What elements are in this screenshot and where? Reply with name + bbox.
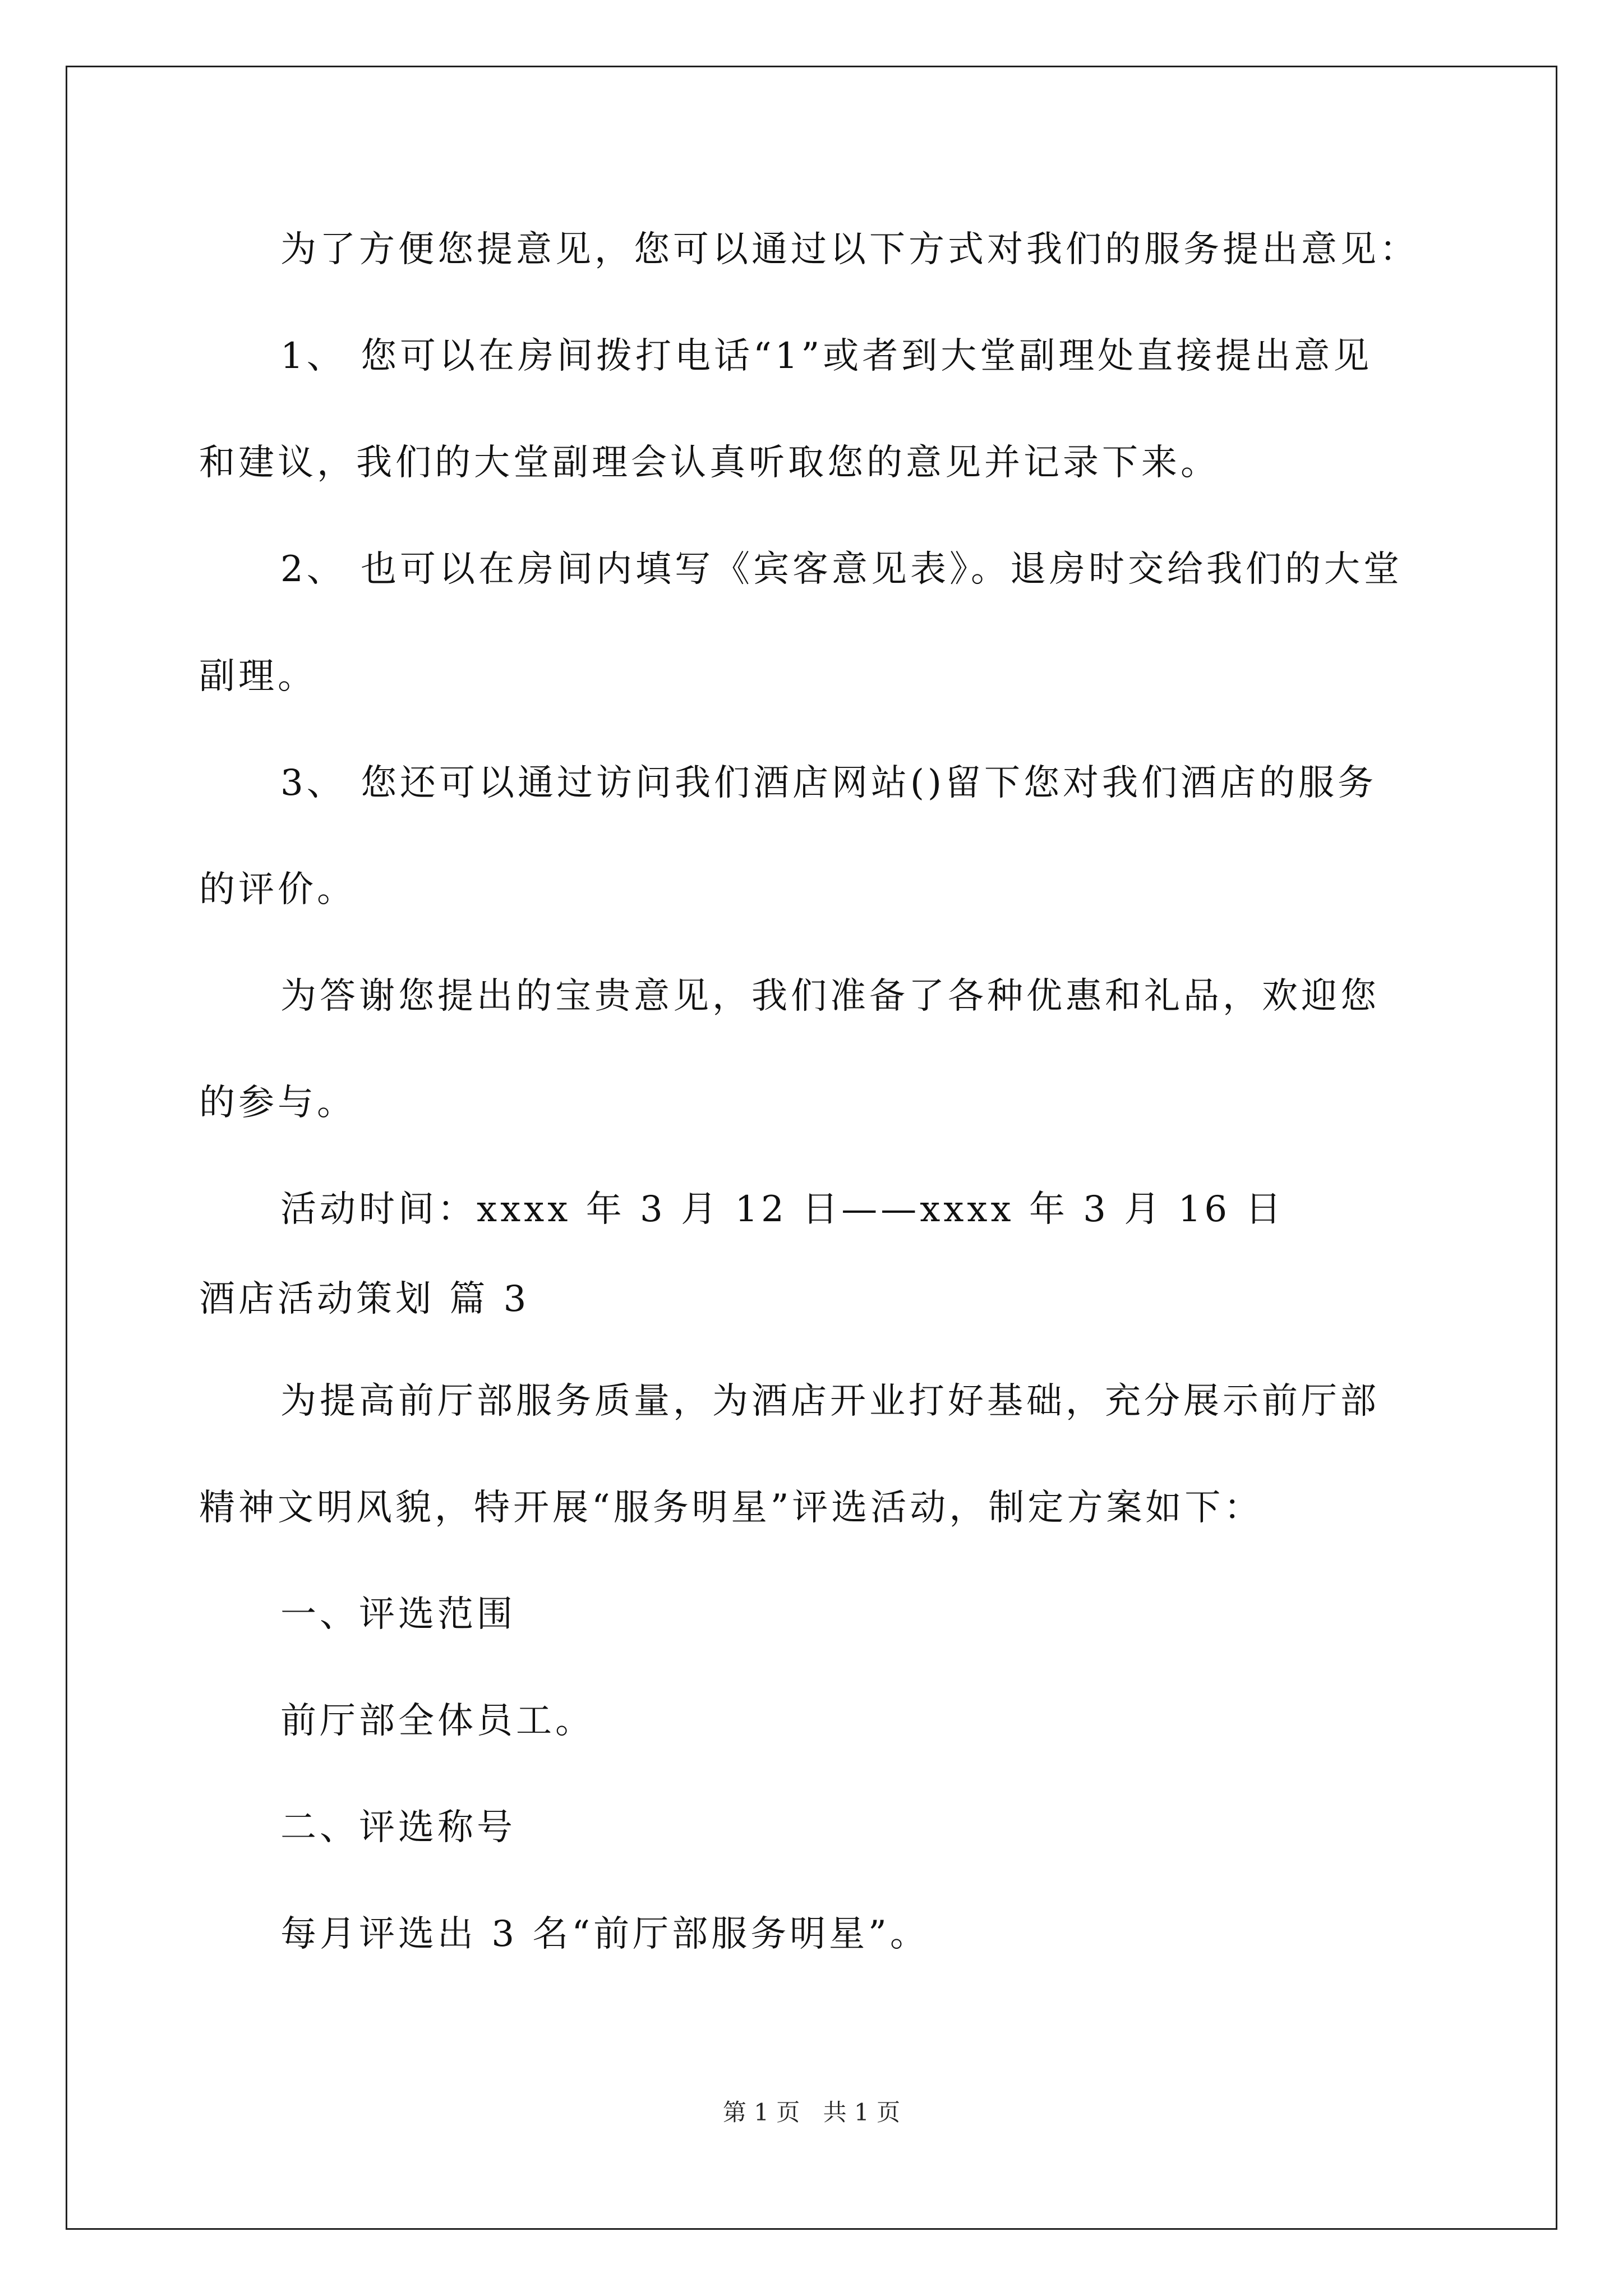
- paragraph-thanks-line-1: 为答谢您提出的宝贵意见，我们准备了各种优惠和礼品，欢迎您: [280, 976, 1380, 1017]
- activity-time: 活动时间：xxxx 年 3 月 12 日——xxxx 年 3 月 16 日: [280, 1189, 1285, 1230]
- scope-text: 前厅部全体员工。: [280, 1700, 594, 1742]
- paragraph-purpose-line-1: 为提高前厅部服务质量，为酒店开业打好基础，充分展示前厅部: [280, 1381, 1380, 1422]
- list-item-1-line-2: 和建议，我们的大堂副理会认真听取您的意见并记录下来。: [199, 442, 1220, 484]
- subheading-title: 二、评选称号: [280, 1807, 516, 1848]
- list-item-1-line-1: 1、 您可以在房间拨打电话“1”或者到大堂副理处直接提出意见: [280, 335, 1373, 377]
- list-item-3-line-2: 的评价。: [199, 869, 356, 910]
- paragraph-thanks-line-2: 的参与。: [199, 1082, 356, 1124]
- section-heading: 酒店活动策划 篇 3: [199, 1278, 530, 1320]
- page-footer: [0, 2097, 1623, 2128]
- page-border: [66, 66, 1557, 2230]
- list-item-3-line-1: 3、 您还可以通过访问我们酒店网站()留下您对我们酒店的服务: [280, 762, 1377, 804]
- paragraph-purpose-line-2: 精神文明风貌，特开展“服务明星”评选活动，制定方案如下：: [199, 1487, 1264, 1529]
- title-text: 每月评选出 3 名“前厅部服务明星”。: [280, 1913, 929, 1955]
- page-number: 第 1 页: [722, 2099, 800, 2126]
- subheading-scope: 一、评选范围: [280, 1594, 516, 1635]
- page-total: 共 1 页: [823, 2099, 901, 2126]
- paragraph-intro: 为了方便您提意见，您可以通过以下方式对我们的服务提出意见：: [280, 229, 1419, 270]
- list-item-2-line-2: 副理。: [199, 656, 317, 697]
- list-item-2-line-1: 2、 也可以在房间内填写《宾客意见表》。退房时交给我们的大堂: [280, 549, 1403, 590]
